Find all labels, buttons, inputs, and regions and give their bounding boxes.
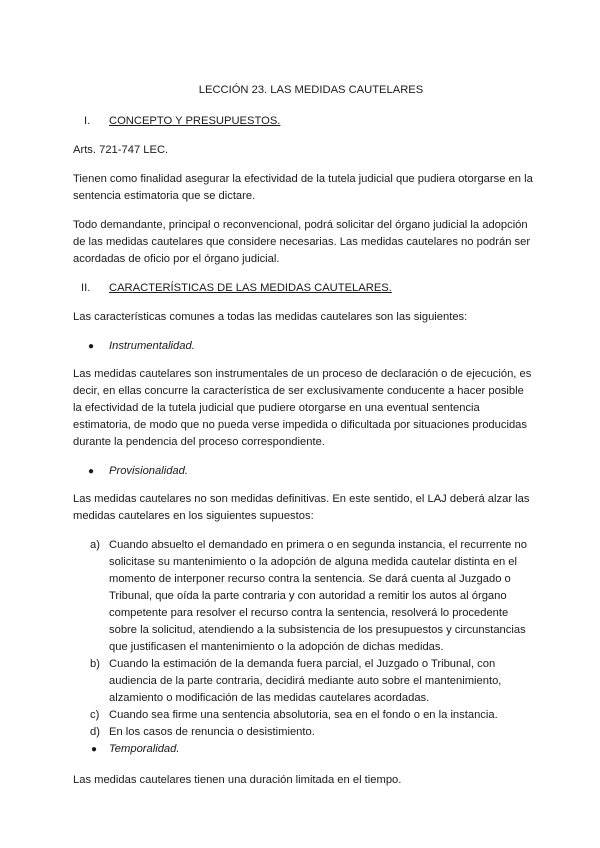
bullet-provisionalidad <box>73 463 533 480</box>
section-heading-concepto <box>73 113 533 130</box>
bullet-dot-icon: ● <box>88 466 95 477</box>
paragraph-instrumentalidad: Las medidas cautelares son instrumentales de un proceso de declaración o de ejecución, es decir, en ellas concurre la característica de ser exclusivamente conducente a hacer posible la efectividad de la tutela judicial que pudiere otorgarse en una eventual sentencia estimatoria, de modo que no pueda verse impedida o dificultada por situaciones producidas durante la pendencia del proceso correspondiente. <box>73 368 532 448</box>
list-item <box>73 537 533 656</box>
list-item <box>73 707 533 724</box>
bullet-dot-icon: ● <box>88 341 95 352</box>
list-item-label: d) <box>90 726 100 738</box>
paragraph-intro: Las características comunes a todas las medidas cautelares son las siguientes: <box>73 311 468 323</box>
section-number: I. <box>84 115 91 127</box>
section-heading-caracteristicas <box>73 280 533 297</box>
list-item-text: Cuando absuelto el demandado en primera o en segunda instancia, el recurrente no solicitase su mantenimiento o la adopción de alguna medida cautelar distinta en el momento de interponer recurso contra la sentencia. Se dará cuenta al Juzgado o Tribunal, que oída la parte contraria y con autoridad a remitir los autos al órgano competente para resolver el recurso contra la sentencia, resolverá lo procedente sobre la solicitud, atendiendo a la subsistencia de los presupuestos y circunstancias que justificasen el mantenimiento o la adopción de dichas medidas. <box>109 539 527 653</box>
list-item-text: Cuando sea firme una sentencia absolutoria, sea en el fondo o en la instancia. <box>109 709 498 721</box>
section-heading-text: CARACTERÍSTICAS DE LAS MEDIDAS CAUTELARES. <box>109 282 392 294</box>
list-item <box>73 656 533 707</box>
lesson-title: LECCIÓN 23. LAS MEDIDAS CAUTELARES <box>198 84 424 96</box>
supuestos-list <box>73 537 533 758</box>
paragraph-demandante: Todo demandante, principal o reconvencional, podrá solicitar del órgano judicial la adopción de las medidas cautelares que considere necesarias. Las medidas cautelares no podrán ser acordadas de oficio por el órgano judicial. <box>73 219 531 265</box>
list-item-label: c) <box>90 709 100 721</box>
bullet-dot-icon: ● <box>91 744 98 755</box>
bullet-text: Temporalidad. <box>109 743 180 755</box>
supuestos-list-block <box>73 537 533 758</box>
list-item-label: b) <box>90 658 100 670</box>
paragraph-finalidad: Tienen como finalidad asegurar la efectividad de la tutela judicial que pudiera otorgarse en la sentencia estimatoria que se dictare. <box>73 173 533 202</box>
paragraph-temporalidad: Las medidas cautelares tienen una duración limitada en el tiempo. <box>73 774 402 786</box>
bullet-temporalidad <box>73 741 533 758</box>
section-number: II. <box>81 282 91 294</box>
list-item-label: a) <box>90 539 100 551</box>
section-heading-text: CONCEPTO Y PRESUPUESTOS. <box>109 115 281 127</box>
document-content <box>73 82 533 801</box>
bullet-text: Instrumentalidad. <box>109 340 195 352</box>
articles-reference: Arts. 721-747 LEC. <box>73 144 169 156</box>
list-item-text: Cuando la estimación de la demanda fuera parcial, el Juzgado o Tribunal, con audiencia de la parte contraria, decidirá mediante auto sobre el mantenimiento, alzamiento o modificación de las medidas cautelares acordadas. <box>109 658 502 704</box>
list-item-text: En los casos de renuncia o desistimiento. <box>109 726 315 738</box>
bullet-instrumentalidad <box>73 338 533 355</box>
paragraph-provisionalidad: Las medidas cautelares no son medidas definitivas. En este sentido, el LAJ deberá alzar las medidas cautelares en los siguientes supuestos: <box>73 493 530 522</box>
bullet-text: Provisionalidad. <box>109 465 188 477</box>
list-item <box>73 724 533 741</box>
